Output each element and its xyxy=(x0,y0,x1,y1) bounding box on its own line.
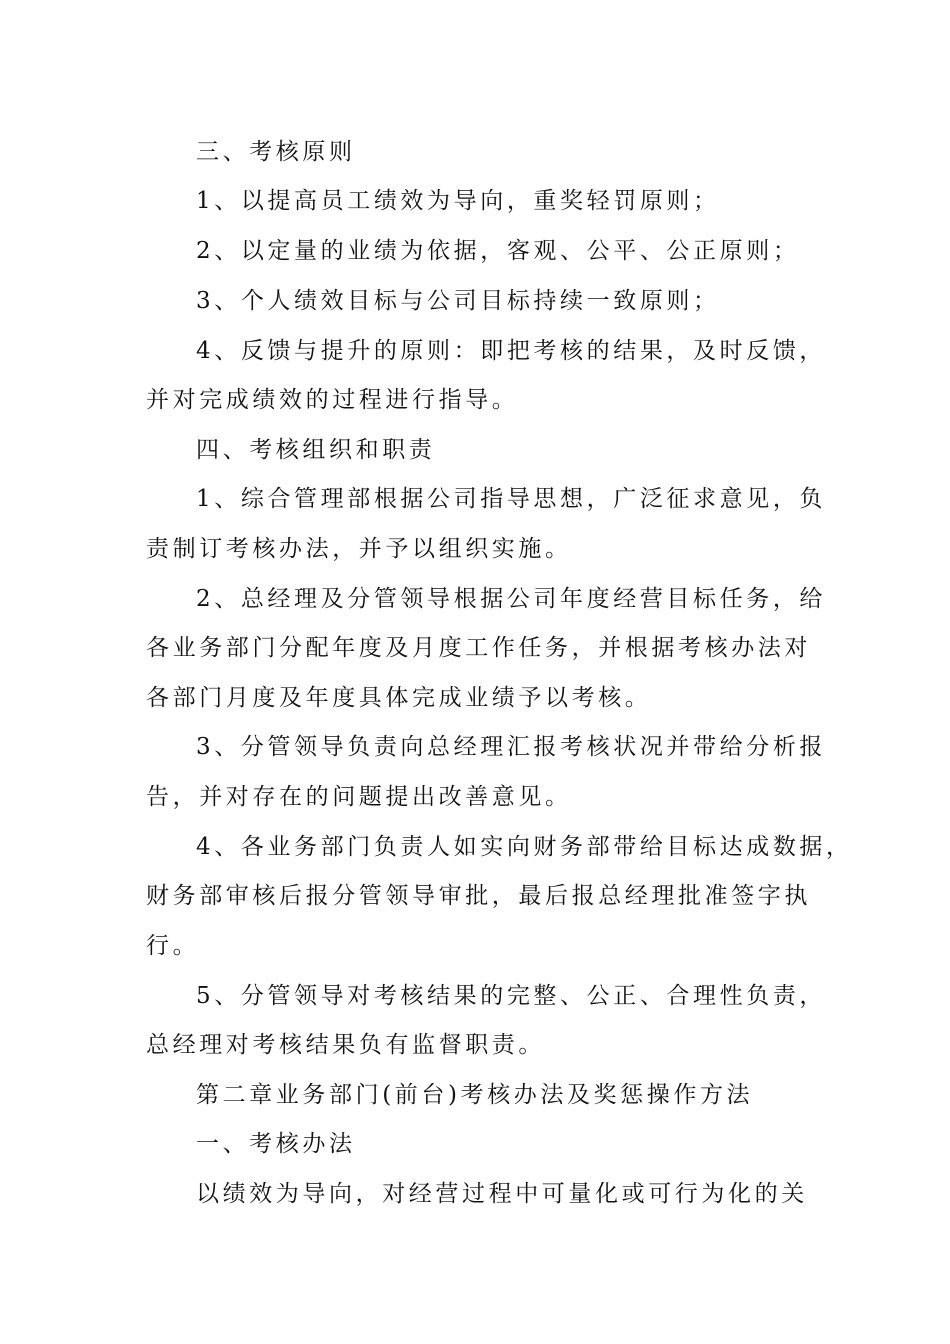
paragraph-line: 行。 xyxy=(146,933,200,959)
paragraph-line: 3、个人绩效目标与公司目标持续一致原则； xyxy=(196,288,720,314)
paragraph-line: 2、总经理及分管领导根据公司年度经营目标任务，给 xyxy=(196,586,827,612)
paragraph-line: 1、综合管理部根据公司指导思想，广泛征求意见，负 xyxy=(196,486,827,512)
paragraph-line: 财务部审核后报分管领导审批，最后报总经理批准签字执 xyxy=(146,883,811,909)
chapter-heading: 第二章业务部门(前台)考核办法及奖惩操作方法 xyxy=(196,1082,754,1108)
section-heading-principles: 三、考核原则 xyxy=(196,139,356,165)
paragraph-line: 并对完成绩效的过程进行指导。 xyxy=(146,387,519,413)
paragraph-line: 1、以提高员工绩效为导向，重奖轻罚原则； xyxy=(196,188,720,214)
paragraph-line: 4、反馈与提升的原则：即把考核的结果，及时反馈， xyxy=(196,338,827,364)
paragraph-line: 责制订考核办法，并予以组织实施。 xyxy=(146,536,572,562)
paragraph-line: 5、分管领导对考核结果的完整、公正、合理性负责， xyxy=(196,983,827,1009)
paragraph-line: 各部门月度及年度具体完成业绩予以考核。 xyxy=(146,685,652,711)
paragraph-line: 2、以定量的业绩为依据，客观、公平、公正原则； xyxy=(196,238,800,264)
paragraph-line: 3、分管领导负责向总经理汇报考核状况并带给分析报 xyxy=(196,734,827,760)
paragraph-line: 告，并对存在的问题提出改善意见。 xyxy=(146,784,572,810)
section-heading-method: 一、考核办法 xyxy=(196,1131,356,1157)
paragraph-line: 以绩效为导向，对经营过程中可量化或可行为化的关 xyxy=(196,1181,808,1207)
section-heading-organization: 四、考核组织和职责 xyxy=(196,437,436,463)
paragraph-line: 各业务部门分配年度及月度工作任务，并根据考核办法对 xyxy=(146,635,811,661)
paragraph-line: 4、各业务部门负责人如实向财务部带给目标达成数据， xyxy=(196,834,853,860)
paragraph-line: 总经理对考核结果负有监督职责。 xyxy=(146,1032,545,1058)
